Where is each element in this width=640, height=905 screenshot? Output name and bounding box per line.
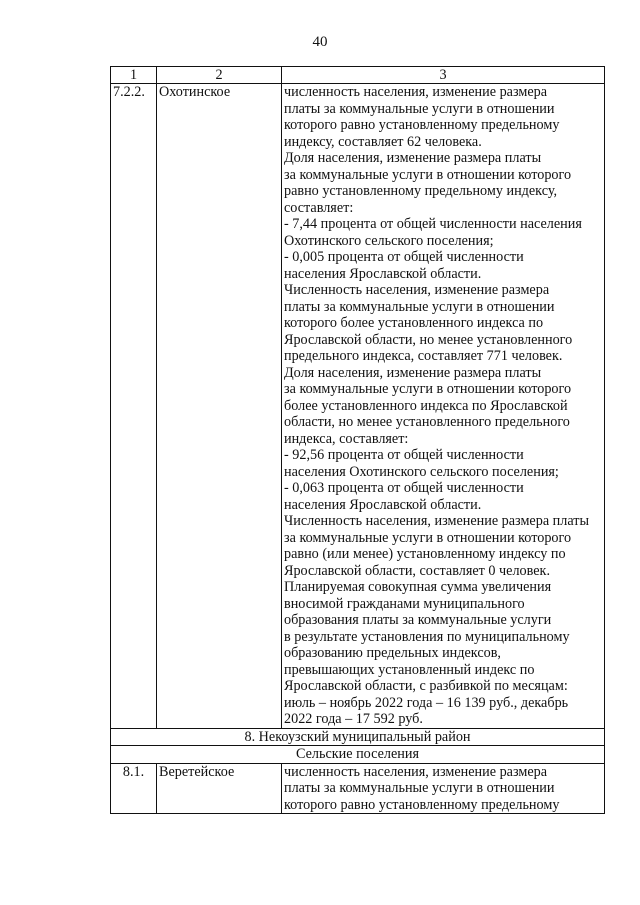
text-line: равно установленному предельному индексу, bbox=[284, 183, 558, 199]
settlement-name: Веретейское bbox=[157, 763, 282, 814]
header-col-1: 1 bbox=[111, 67, 157, 84]
header-col-3: 3 bbox=[282, 67, 605, 84]
header-col-2: 2 bbox=[157, 67, 282, 84]
text-line: Охотинского сельского поселения; bbox=[284, 232, 494, 249]
text-line: Ярославской области, с разбивкой по месяцам: bbox=[284, 678, 568, 694]
text-line: 2022 года – 17 592 руб. bbox=[284, 711, 423, 727]
text-line: Ярославской области, составляет 0 человек. bbox=[284, 562, 550, 579]
table-row-7-2-2 bbox=[111, 84, 605, 729]
text-line: в результате установления по муниципальному bbox=[284, 628, 570, 645]
text-line: - 0,063 процента от общей численности bbox=[284, 480, 524, 496]
text-line: образования платы за коммунальные услуги bbox=[284, 612, 552, 628]
page-number: 40 bbox=[312, 34, 328, 50]
text-line: более установленного индекса по Ярославской bbox=[284, 397, 568, 414]
row-description bbox=[282, 84, 605, 729]
settlement-name: Охотинское bbox=[157, 84, 282, 729]
text-line: равно (или менее) установленному индексу по bbox=[284, 546, 566, 562]
text-line: населения Ярославской области. bbox=[284, 265, 482, 282]
text-line: за коммунальные услуги в отношении которого bbox=[284, 166, 572, 183]
text-line: которого равно установленному предельному bbox=[284, 117, 560, 133]
text-line: за коммунальные услуги в отношении которого bbox=[284, 381, 572, 397]
table-row-8-1 bbox=[111, 763, 605, 814]
text-line: - 7,44 процента от общей численности населения bbox=[284, 216, 582, 232]
table-header-row bbox=[111, 67, 605, 84]
text-line: платы за коммунальные услуги в отношении bbox=[284, 100, 555, 117]
text-line: Доля населения, изменение размера платы bbox=[284, 364, 542, 381]
text-line: вносимой гражданами муниципального bbox=[284, 595, 525, 612]
text-line: предельного индекса, составляет 771 человек. bbox=[284, 348, 563, 364]
text-line: июль – ноябрь 2022 года – 16 139 руб., декабрь bbox=[284, 694, 569, 711]
text-line: численность населения, изменение размера bbox=[284, 763, 548, 780]
row-description bbox=[282, 763, 605, 814]
text-line: платы за коммунальные услуги в отношении bbox=[284, 780, 555, 796]
text-line: населения Охотинского сельского поселения; bbox=[284, 463, 559, 480]
document-table bbox=[110, 66, 605, 814]
section-title: 8. Некоузский муниципальный район bbox=[111, 728, 605, 746]
row-number: 7.2.2. bbox=[111, 84, 157, 729]
text-line: - 92,56 процента от общей численности bbox=[284, 447, 524, 463]
text-line: Планируемая совокупная сумма увеличения bbox=[284, 579, 552, 595]
text-line: за коммунальные услуги в отношении которого bbox=[284, 529, 572, 546]
text-line: Численность населения, изменение размера платы bbox=[284, 513, 590, 529]
text-line: индексу, составляет 62 человека. bbox=[284, 133, 482, 150]
row-number: 8.1. bbox=[111, 763, 157, 814]
text-line: населения Ярославской области. bbox=[284, 496, 482, 513]
text-line: численность населения, изменение размера bbox=[284, 84, 548, 100]
text-line: - 0,005 процента от общей численности bbox=[284, 249, 524, 265]
text-line: индекса, составляет: bbox=[284, 430, 409, 447]
text-line: составляет: bbox=[284, 199, 354, 216]
text-line: Ярославской области, но менее установленного bbox=[284, 331, 573, 348]
text-line: платы за коммунальные услуги в отношении bbox=[284, 298, 555, 315]
subsection-title: Сельские поселения bbox=[111, 746, 605, 764]
section-row bbox=[111, 728, 605, 746]
text-line: Численность населения, изменение размера bbox=[284, 282, 550, 298]
text-line: образованию предельных индексов, bbox=[284, 645, 501, 661]
text-line: которого более установленного индекса по bbox=[284, 315, 544, 331]
text-line: превышающих установленный индекс по bbox=[284, 661, 535, 678]
text-line: Доля населения, изменение размера платы bbox=[284, 150, 542, 166]
subsection-row bbox=[111, 746, 605, 764]
text-line: которого равно установленному предельному bbox=[284, 796, 560, 813]
text-line: области, но менее установленного предельного bbox=[284, 414, 570, 430]
